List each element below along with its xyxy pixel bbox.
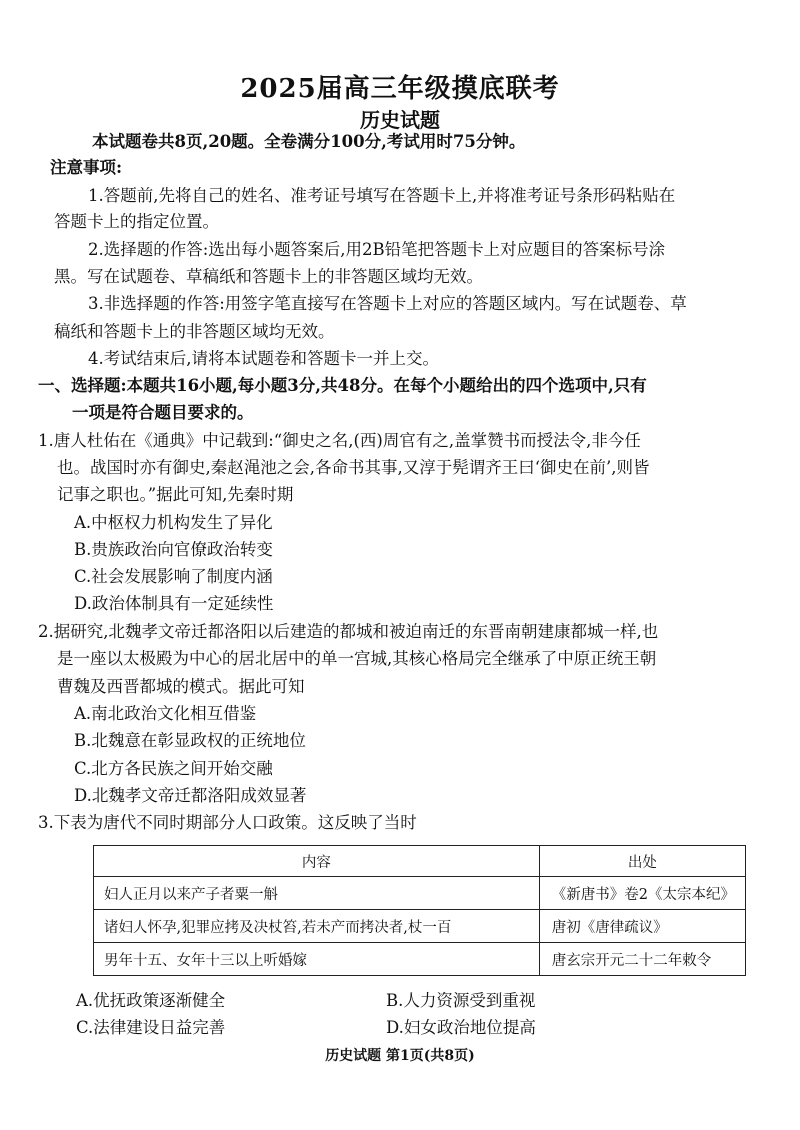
q1-stem: 也。战国时亦有御史,秦赵渑池之会,各命书其事,又淳于髡谓齐王曰‘御史在前’,则皆 (57, 458, 650, 477)
table-row (94, 877, 746, 910)
q2-stem: 2.据研究,北魏孝文帝迁都洛阳以后建造的都城和被迫南迁的东晋南朝建康都城一样,也 (38, 622, 659, 641)
q3-option-c[interactable]: C.法律建设日益完善 (76, 1018, 226, 1037)
table-cell-content: 诸妇人怀孕,犯罪应拷及决杖笞,若未产而拷决者,杖一百 (94, 910, 540, 943)
q1-stem: 记事之职也。”据此可知,先秦时期 (57, 485, 294, 504)
table-row (94, 910, 746, 943)
table-cell-source: 《新唐书》卷2《太宗本纪》 (539, 877, 745, 910)
notice-heading: 注意事项: (50, 158, 123, 177)
q2-option-b[interactable]: B.北魏意在彰显政权的正统地位 (74, 731, 306, 750)
notice-line: 2.选择题的作答:选出每小题答案后,用2B铅笔把答题卡上对应题目的答案标号涂 (88, 240, 666, 259)
notice-line: 答题卡上的指定位置。 (54, 212, 219, 231)
table-cell-source: 唐玄宗开元二十二年敕令 (539, 943, 745, 976)
q2-option-d[interactable]: D.北魏孝文帝迁都洛阳成效显著 (74, 786, 307, 805)
table-header-source: 出处 (539, 846, 745, 877)
q3-option-b[interactable]: B.人力资源受到重视 (386, 991, 536, 1010)
q3-option-a[interactable]: A.优抚政策逐渐健全 (76, 991, 226, 1010)
q1-option-d[interactable]: D.政治体制具有一定延续性 (74, 594, 274, 613)
q1-option-a[interactable]: A.中枢权力机构发生了异化 (74, 513, 273, 532)
page-footer: 历史试题 第1页(共8页) (325, 1048, 475, 1064)
q3-option-d[interactable]: D.妇女政治地位提高 (386, 1018, 536, 1037)
population-policy-table (93, 845, 746, 976)
q1-stem: 1.唐人杜佑在《通典》中记载到:“御史之名,(西)周官有之,盖掌赞书而授法令,非今任 (38, 431, 641, 450)
q1-option-b[interactable]: B.贵族政治向官僚政治转变 (74, 540, 273, 559)
q2-stem: 曹魏及西晋都城的模式。据此可知 (57, 677, 305, 696)
section-heading: 一、选择题:本题共16小题,每小题3分,共48分。在每个小题给出的四个选项中,只有 (38, 376, 647, 395)
table-header-row (94, 846, 746, 877)
notice-line: 稿纸和答题卡上的非答题区域均无效。 (54, 322, 335, 341)
section-heading-cont: 一项是符合题目要求的。 (72, 403, 254, 422)
notice-line: 黑。写在试题卷、草稿纸和答题卡上的非答题区域均无效。 (54, 267, 483, 286)
q2-option-a[interactable]: A.南北政治文化相互借鉴 (74, 704, 257, 723)
notice-line: 4.考试结束后,请将本试题卷和答题卡一并上交。 (88, 349, 439, 368)
exam-info: 本试题卷共8页,20题。全卷满分100分,考试用时75分钟。 (92, 132, 526, 151)
table-cell-source: 唐初《唐律疏议》 (539, 910, 745, 943)
q1-option-c[interactable]: C.社会发展影响了制度内涵 (74, 567, 273, 586)
notice-line: 1.答题前,先将自己的姓名、准考证号填写在答题卡上,并将准考证号条形码粘贴在 (88, 186, 676, 205)
table-row (94, 943, 746, 976)
q2-option-c[interactable]: C.北方各民族之间开始交融 (74, 759, 273, 778)
table-cell-content: 男年十五、女年十三以上听婚嫁 (94, 943, 540, 976)
notice-line: 3.非选择题的作答:用签字笔直接写在答题卡上对应的答题区域内。写在试题卷、草 (88, 294, 687, 313)
table-header-content: 内容 (94, 846, 540, 877)
table-cell-content: 妇人正月以来产子者粟一斛 (94, 877, 540, 910)
q2-stem: 是一座以太极殿为中心的居北居中的单一宫城,其核心格局完全继承了中原正统王朝 (57, 649, 657, 668)
exam-title: 2025届高三年级摸底联考 (240, 74, 560, 104)
exam-subtitle: 历史试题 (360, 108, 440, 132)
q3-stem: 3.下表为唐代不同时期部分人口政策。这反映了当时 (38, 813, 417, 832)
